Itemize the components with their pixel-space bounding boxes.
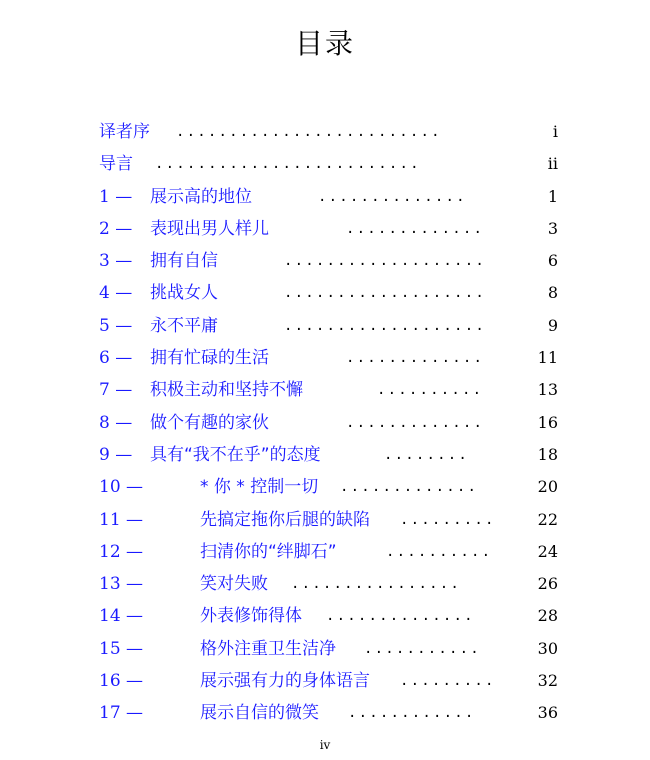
toc-entry[interactable] (0, 504, 650, 536)
toc-entry[interactable] (0, 407, 650, 439)
toc-page-number: ii (547, 154, 558, 174)
toc-entry-title[interactable]: 扫清你的“绊脚石” (200, 541, 337, 562)
toc-entry-title[interactable]: 挑战女人 (150, 283, 218, 304)
toc-entry[interactable] (0, 439, 650, 471)
toc-page-number: 30 (537, 638, 558, 658)
toc-leader-dots: ............. (346, 350, 485, 367)
toc-entry[interactable] (0, 245, 650, 277)
toc-entry-number: 4 — (99, 283, 133, 304)
toc-entry-number: 10 — (99, 477, 144, 498)
toc-entry-number: 14 — (99, 606, 144, 627)
toc-page-number: 28 (537, 606, 558, 626)
toc-page-number: 24 (537, 541, 558, 561)
toc-entry[interactable] (0, 148, 650, 180)
toc-page-number: 13 (537, 380, 558, 400)
toc-entry[interactable] (0, 633, 650, 665)
toc-entry-title[interactable]: 展示高的地位 (150, 186, 252, 207)
toc-page-number: i (552, 122, 558, 141)
toc-entry-title[interactable]: 先搞定拖你后腿的缺陷 (200, 509, 370, 530)
toc-entry-title[interactable]: 表现出男人样儿 (150, 218, 269, 239)
toc-entry[interactable] (0, 213, 650, 245)
toc-entry-number: 8 — (99, 412, 133, 433)
toc-leader-dots: ................ (291, 576, 462, 593)
toc-entry-title[interactable]: 具有“我不在乎”的态度 (150, 444, 321, 465)
toc-entry-number: 2 — (99, 218, 133, 239)
toc-entry[interactable] (0, 374, 650, 406)
toc-leader-dots: .......... (377, 382, 484, 399)
toc-entry-number: 9 — (99, 444, 133, 465)
toc-page-number: 1 (547, 186, 558, 206)
toc-page-number: 32 (537, 671, 558, 691)
toc-entry-number: 5 — (99, 315, 133, 336)
toc-entry[interactable] (0, 181, 650, 213)
toc-leader-dots: ................... (284, 253, 486, 270)
toc-entry-number: 16 — (99, 671, 144, 692)
toc-page-number: 22 (537, 509, 558, 529)
toc-entry-title[interactable]: 永不平庸 (150, 315, 218, 336)
toc-leader-dots: ......................... (176, 124, 442, 140)
toc-entry-number: 6 — (99, 348, 133, 369)
toc-entry-number: 11 — (99, 509, 144, 530)
table-of-contents (0, 116, 650, 730)
toc-entry-number: 15 — (99, 638, 144, 659)
toc-entry-title[interactable]: 笑对失败 (200, 574, 268, 595)
toc-leader-dots: ............ (348, 705, 476, 722)
toc-leader-dots: ................... (284, 317, 486, 334)
toc-entry-title[interactable]: 译者序 (99, 122, 150, 142)
toc-page-number: 20 (537, 477, 558, 497)
toc-leader-dots: .............. (326, 608, 475, 625)
toc-entry-title[interactable]: 做个有趣的家伙 (150, 412, 269, 433)
toc-page-number: 8 (547, 283, 558, 303)
toc-entry-number: 3 — (99, 251, 133, 272)
toc-entry-title[interactable]: 外表修饰得体 (200, 606, 302, 627)
toc-leader-dots: ............. (346, 414, 485, 431)
toc-entry[interactable] (0, 342, 650, 374)
toc-entry[interactable] (0, 665, 650, 697)
toc-leader-dots: ............. (340, 479, 479, 496)
toc-entry[interactable] (0, 116, 650, 148)
toc-entry-number: 13 — (99, 574, 144, 595)
toc-entry[interactable] (0, 310, 650, 342)
toc-leader-dots: ......... (400, 673, 496, 690)
page-footer-number: iv (319, 738, 331, 752)
toc-leader-dots: ........... (364, 640, 481, 657)
toc-entry-number: 12 — (99, 541, 144, 562)
toc-leader-dots: ................... (284, 285, 486, 302)
toc-page-number: 3 (547, 218, 558, 238)
toc-leader-dots: .......... (386, 543, 493, 560)
toc-entry[interactable] (0, 600, 650, 632)
toc-leader-dots: ......................... (155, 156, 421, 173)
toc-page-number: 6 (547, 251, 558, 271)
toc-entry-number: 1 — (99, 186, 133, 207)
toc-page-number: 36 (537, 703, 558, 723)
toc-leader-dots: .............. (318, 188, 467, 205)
toc-leader-dots: ........ (384, 446, 470, 463)
toc-entry-title[interactable]: 积极主动和坚持不懈 (150, 380, 303, 401)
toc-entry-title[interactable]: 展示自信的微笑 (200, 703, 319, 724)
toc-entry-title[interactable]: 拥有忙碌的生活 (150, 348, 269, 369)
page-title: 目录 (294, 27, 355, 60)
toc-entry-title[interactable]: 展示强有力的身体语言 (200, 671, 370, 692)
toc-page-number: 16 (537, 412, 558, 432)
toc-page-number: 26 (537, 574, 558, 594)
toc-entry[interactable] (0, 277, 650, 309)
toc-entry-number: 7 — (99, 380, 133, 401)
toc-entry[interactable] (0, 471, 650, 503)
toc-entry[interactable] (0, 536, 650, 568)
toc-entry-number: 17 — (99, 703, 144, 724)
toc-leader-dots: ......... (400, 511, 496, 528)
toc-leader-dots: ............. (346, 220, 485, 237)
toc-entry[interactable] (0, 568, 650, 600)
toc-entry-title[interactable]: 拥有自信 (150, 251, 218, 272)
toc-page-number: 18 (537, 444, 558, 464)
toc-entry-title[interactable]: * 你 * 控制一切 (200, 477, 319, 498)
toc-entry-title[interactable]: 格外注重卫生洁净 (200, 638, 336, 659)
toc-page-number: 9 (547, 315, 558, 335)
toc-page-number: 11 (537, 348, 558, 368)
toc-entry-title[interactable]: 导言 (99, 154, 133, 175)
toc-entry[interactable] (0, 697, 650, 729)
